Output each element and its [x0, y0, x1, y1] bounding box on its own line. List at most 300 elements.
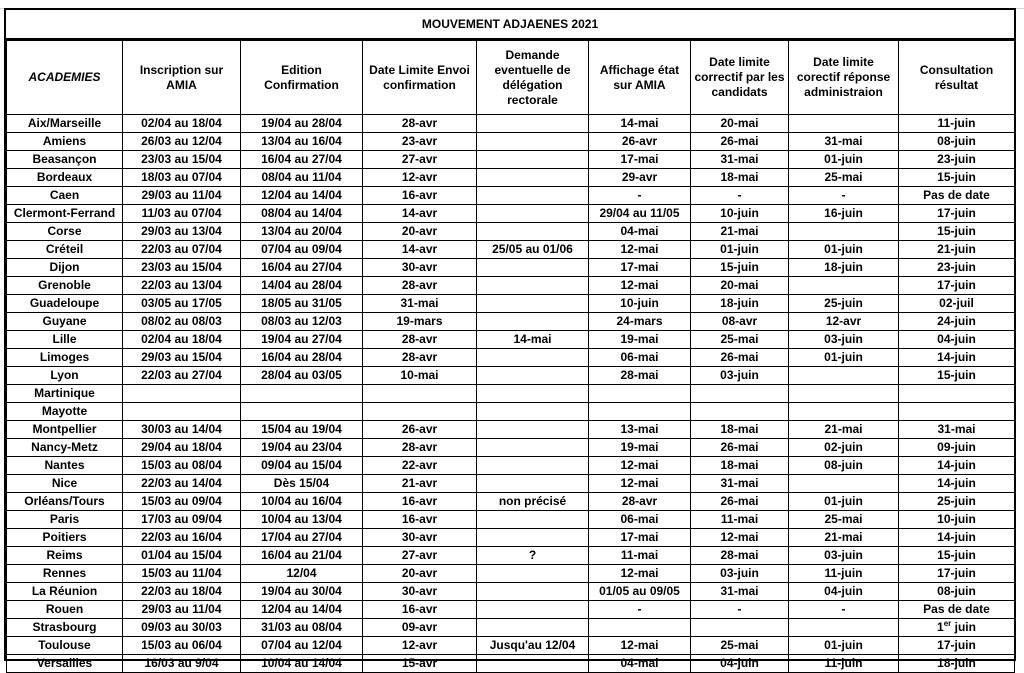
academy-name-cell[interactable]: Limoges: [7, 349, 123, 367]
table-cell[interactable]: [363, 403, 477, 421]
table-cell[interactable]: 23/03 au 15/04: [123, 151, 241, 169]
table-cell[interactable]: [477, 439, 589, 457]
table-cell[interactable]: 14-juin: [899, 529, 1015, 547]
table-cell[interactable]: 16-avr: [363, 493, 477, 511]
table-cell[interactable]: 28-avr: [363, 439, 477, 457]
table-cell[interactable]: [477, 313, 589, 331]
table-cell[interactable]: 18/05 au 31/05: [241, 295, 363, 313]
table-cell[interactable]: 12/04 au 14/04: [241, 187, 363, 205]
table-cell[interactable]: 15/03 au 06/04: [123, 637, 241, 655]
table-cell[interactable]: 17-mai: [589, 259, 691, 277]
table-cell[interactable]: 26-mai: [691, 133, 789, 151]
table-cell[interactable]: 31-mai: [691, 151, 789, 169]
table-cell[interactable]: 20-mai: [691, 277, 789, 295]
table-cell[interactable]: 25-mai: [789, 169, 899, 187]
table-cell[interactable]: 10-juin: [691, 205, 789, 223]
academy-name-cell[interactable]: Rouen: [7, 601, 123, 619]
table-cell[interactable]: 30/03 au 14/04: [123, 421, 241, 439]
table-cell[interactable]: 15-juin: [899, 169, 1015, 187]
table-cell[interactable]: 22/03 au 13/04: [123, 277, 241, 295]
table-cell[interactable]: 19-mai: [589, 439, 691, 457]
table-cell[interactable]: 31-mai: [363, 295, 477, 313]
table-cell[interactable]: 12-mai: [589, 241, 691, 259]
table-cell[interactable]: 24-mars: [589, 313, 691, 331]
table-cell[interactable]: [123, 403, 241, 421]
table-cell[interactable]: 04-juin: [789, 583, 899, 601]
table-cell[interactable]: 11-juin: [789, 655, 899, 673]
table-cell[interactable]: 25-juin: [789, 295, 899, 313]
table-cell[interactable]: 16/04 au 21/04: [241, 547, 363, 565]
table-cell[interactable]: 26-mai: [691, 349, 789, 367]
table-cell[interactable]: 07/04 au 12/04: [241, 637, 363, 655]
table-cell[interactable]: 15/03 au 08/04: [123, 457, 241, 475]
table-cell[interactable]: 25-mai: [789, 511, 899, 529]
academy-name-cell[interactable]: Martinique: [7, 385, 123, 403]
header-date-limite-envoi: Date Limite Envoi confirmation: [363, 41, 477, 115]
header-affichage: Affichage état sur AMIA: [589, 41, 691, 115]
table-cell[interactable]: 12-mai: [589, 457, 691, 475]
table-cell[interactable]: 28/04 au 03/05: [241, 367, 363, 385]
table-cell[interactable]: 23-juin: [899, 259, 1015, 277]
table-cell[interactable]: 10/04 au 16/04: [241, 493, 363, 511]
table-cell[interactable]: 01-juin: [789, 241, 899, 259]
table-cell[interactable]: [899, 619, 1015, 637]
table-cell[interactable]: 15-juin: [899, 223, 1015, 241]
academy-name-cell[interactable]: Versailles: [7, 655, 123, 673]
table-cell[interactable]: 25-mai: [691, 637, 789, 655]
table-cell[interactable]: 31/03 au 08/04: [241, 619, 363, 637]
table-cell[interactable]: 04-mai: [589, 223, 691, 241]
table-cell[interactable]: 29/04 au 11/05: [589, 205, 691, 223]
table-cell[interactable]: 23/03 au 15/04: [123, 259, 241, 277]
table-cell[interactable]: 17-juin: [899, 205, 1015, 223]
table-cell[interactable]: 22/03 au 27/04: [123, 367, 241, 385]
table-cell[interactable]: 08/04 au 14/04: [241, 205, 363, 223]
table-cell[interactable]: 18-mai: [691, 421, 789, 439]
table-cell[interactable]: 21-avr: [363, 475, 477, 493]
table-cell[interactable]: 11-mai: [589, 547, 691, 565]
academy-name-cell[interactable]: Reims: [7, 547, 123, 565]
table-cell[interactable]: [123, 385, 241, 403]
table-cell[interactable]: 11-juin: [789, 565, 899, 583]
academy-name-cell[interactable]: Corse: [7, 223, 123, 241]
header-row: [7, 41, 1015, 115]
table-row: [7, 601, 1015, 619]
table-cell[interactable]: 10-juin: [899, 511, 1015, 529]
table-cell[interactable]: 19-mai: [589, 331, 691, 349]
table-cell[interactable]: 03-juin: [691, 565, 789, 583]
table-cell[interactable]: [477, 655, 589, 673]
table-cell[interactable]: 19/04 au 27/04: [241, 331, 363, 349]
table-cell[interactable]: 11-juin: [899, 115, 1015, 133]
table-cell[interactable]: 25/05 au 01/06: [477, 241, 589, 259]
table-cell[interactable]: [477, 475, 589, 493]
table-cell[interactable]: 28-mai: [589, 367, 691, 385]
table-cell[interactable]: 03-juin: [691, 367, 789, 385]
table-cell[interactable]: 12-mai: [691, 529, 789, 547]
table-cell[interactable]: -: [589, 601, 691, 619]
table-cell[interactable]: 28-avr: [363, 115, 477, 133]
table-cell[interactable]: 06-mai: [589, 349, 691, 367]
table-cell[interactable]: 26-avr: [589, 133, 691, 151]
table-cell[interactable]: 31-mai: [691, 475, 789, 493]
table-row: [7, 133, 1015, 151]
table-cell[interactable]: 18-juin: [789, 259, 899, 277]
academy-name-cell[interactable]: Grenoble: [7, 277, 123, 295]
academy-name-cell[interactable]: Nantes: [7, 457, 123, 475]
table-cell[interactable]: 08/03 au 12/03: [241, 313, 363, 331]
table-cell[interactable]: 16-avr: [363, 187, 477, 205]
table-cell[interactable]: [477, 295, 589, 313]
table-cell[interactable]: -: [789, 601, 899, 619]
academy-name-cell[interactable]: Bordeaux: [7, 169, 123, 187]
table-cell[interactable]: 12-mai: [589, 637, 691, 655]
table-cell[interactable]: [477, 187, 589, 205]
table-cell[interactable]: 25-juin: [899, 493, 1015, 511]
table-cell[interactable]: [477, 349, 589, 367]
academy-name-cell[interactable]: Toulouse: [7, 637, 123, 655]
table-cell[interactable]: 12/04 au 14/04: [241, 601, 363, 619]
academy-name-cell[interactable]: Créteil: [7, 241, 123, 259]
table-cell[interactable]: 19/04 au 28/04: [241, 115, 363, 133]
table-cell[interactable]: Pas de date: [899, 601, 1015, 619]
table-cell[interactable]: 09/04 au 15/04: [241, 457, 363, 475]
table-cell[interactable]: 28-avr: [363, 349, 477, 367]
table-cell[interactable]: 08/04 au 11/04: [241, 169, 363, 187]
table-cell[interactable]: 12-avr: [363, 169, 477, 187]
table-cell[interactable]: 22-avr: [363, 457, 477, 475]
table-cell[interactable]: [477, 583, 589, 601]
academy-name-cell[interactable]: Strasbourg: [7, 619, 123, 637]
table-cell[interactable]: 21-juin: [899, 241, 1015, 259]
table-cell[interactable]: 30-avr: [363, 529, 477, 547]
academy-name-cell[interactable]: Dijon: [7, 259, 123, 277]
table-cell[interactable]: 20-mai: [691, 115, 789, 133]
table-cell[interactable]: 16-avr: [363, 511, 477, 529]
header-inscription: Inscription sur AMIA: [123, 41, 241, 115]
table-cell[interactable]: [477, 223, 589, 241]
table-cell[interactable]: [589, 619, 691, 637]
header-correctif-candidats: Date limite correctif par les candidats: [691, 41, 789, 115]
table-cell[interactable]: [363, 385, 477, 403]
table-cell[interactable]: Dès 15/04: [241, 475, 363, 493]
table-cell[interactable]: non précisé: [477, 493, 589, 511]
table-cell[interactable]: 11-mai: [691, 511, 789, 529]
table-row: [7, 583, 1015, 601]
table-cell[interactable]: 28-mai: [691, 547, 789, 565]
table-cell[interactable]: 22/03 au 07/04: [123, 241, 241, 259]
table-cell[interactable]: 12-mai: [589, 475, 691, 493]
table-cell[interactable]: 22/03 au 14/04: [123, 475, 241, 493]
academy-name-cell[interactable]: Amiens: [7, 133, 123, 151]
table-cell[interactable]: 30-avr: [363, 583, 477, 601]
academy-name-cell[interactable]: Caen: [7, 187, 123, 205]
table-cell[interactable]: 19/04 au 23/04: [241, 439, 363, 457]
table-cell[interactable]: 12-mai: [589, 565, 691, 583]
table-cell[interactable]: 19/04 au 30/04: [241, 583, 363, 601]
table-cell[interactable]: 15-avr: [363, 655, 477, 673]
table-cell[interactable]: 03/05 au 17/05: [123, 295, 241, 313]
academy-name-cell[interactable]: Mayotte: [7, 403, 123, 421]
table-cell[interactable]: 29/04 au 18/04: [123, 439, 241, 457]
table-cell[interactable]: 10-mai: [363, 367, 477, 385]
table-cell[interactable]: 17/03 au 09/04: [123, 511, 241, 529]
table-cell[interactable]: 15/04 au 19/04: [241, 421, 363, 439]
academy-name-cell[interactable]: Beasançon: [7, 151, 123, 169]
table-cell[interactable]: 18-mai: [691, 457, 789, 475]
table-cell[interactable]: [691, 403, 789, 421]
table-cell[interactable]: [477, 151, 589, 169]
table-cell[interactable]: 23-juin: [899, 151, 1015, 169]
table-cell[interactable]: 29/03 au 13/04: [123, 223, 241, 241]
table-cell[interactable]: 01-juin: [789, 493, 899, 511]
table-cell[interactable]: 17-mai: [589, 151, 691, 169]
table-row: [7, 223, 1015, 241]
academy-name-cell[interactable]: Clermont-Ferrand: [7, 205, 123, 223]
table-cell[interactable]: 10/04 au 14/04: [241, 655, 363, 673]
table-cell[interactable]: [789, 367, 899, 385]
table-row: [7, 367, 1015, 385]
table-cell[interactable]: 21-mai: [691, 223, 789, 241]
table-row: [7, 151, 1015, 169]
table-cell[interactable]: -: [691, 187, 789, 205]
table-cell[interactable]: 16/04 au 27/04: [241, 151, 363, 169]
academy-name-cell[interactable]: Orléans/Tours: [7, 493, 123, 511]
table-cell[interactable]: 20-avr: [363, 565, 477, 583]
table-cell[interactable]: 04-juin: [899, 331, 1015, 349]
table-cell[interactable]: 02-juin: [789, 439, 899, 457]
table-cell[interactable]: 31-mai: [691, 583, 789, 601]
academy-name-cell[interactable]: Rennes: [7, 565, 123, 583]
table-cell[interactable]: Pas de date: [899, 187, 1015, 205]
table-cell[interactable]: 29/03 au 11/04: [123, 601, 241, 619]
table-cell[interactable]: 13/04 au 20/04: [241, 223, 363, 241]
table-cell[interactable]: 17/04 au 27/04: [241, 529, 363, 547]
table-cell[interactable]: [477, 511, 589, 529]
table-cell[interactable]: [477, 457, 589, 475]
table-cell[interactable]: 12-avr: [789, 313, 899, 331]
table-row: [7, 511, 1015, 529]
academy-name-cell[interactable]: Lyon: [7, 367, 123, 385]
table-cell[interactable]: 15-juin: [899, 367, 1015, 385]
table-cell[interactable]: [477, 421, 589, 439]
table-cell[interactable]: 30-avr: [363, 259, 477, 277]
table-cell[interactable]: 02/04 au 18/04: [123, 331, 241, 349]
table-cell[interactable]: 08-juin: [899, 133, 1015, 151]
table-cell[interactable]: [789, 277, 899, 295]
table-cell[interactable]: 08-juin: [789, 457, 899, 475]
table-cell[interactable]: [789, 223, 899, 241]
table-cell[interactable]: 26-mai: [691, 439, 789, 457]
table-cell[interactable]: 22/03 au 18/04: [123, 583, 241, 601]
table-cell[interactable]: 29/03 au 11/04: [123, 187, 241, 205]
table-cell[interactable]: 16/03 au 9/04: [123, 655, 241, 673]
table-cell[interactable]: 01-juin: [789, 151, 899, 169]
table-cell[interactable]: 09/03 au 30/03: [123, 619, 241, 637]
table-cell[interactable]: 27-avr: [363, 547, 477, 565]
table-cell[interactable]: 15-juin: [691, 259, 789, 277]
table-cell[interactable]: [477, 205, 589, 223]
table-cell[interactable]: 09-juin: [899, 439, 1015, 457]
table-cell[interactable]: 22/03 au 16/04: [123, 529, 241, 547]
table-cell[interactable]: 14-avr: [363, 205, 477, 223]
table-cell[interactable]: 14-mai: [477, 331, 589, 349]
table-cell[interactable]: 17-mai: [589, 529, 691, 547]
table-cell[interactable]: 04-juin: [691, 655, 789, 673]
academy-name-cell[interactable]: La Réunion: [7, 583, 123, 601]
table-row: [7, 529, 1015, 547]
table-cell[interactable]: [477, 385, 589, 403]
table-cell[interactable]: [899, 403, 1015, 421]
table-cell[interactable]: 16-juin: [789, 205, 899, 223]
table-cell[interactable]: 31-mai: [789, 133, 899, 151]
table-cell[interactable]: [477, 565, 589, 583]
table-cell[interactable]: 15-juin: [899, 547, 1015, 565]
spreadsheet-table: [4, 8, 1016, 670]
table-row: [7, 655, 1015, 673]
table-cell[interactable]: [789, 385, 899, 403]
academy-name-cell[interactable]: Guyane: [7, 313, 123, 331]
table-cell[interactable]: 01-juin: [789, 637, 899, 655]
table-row: [7, 421, 1015, 439]
table-cell[interactable]: 20-avr: [363, 223, 477, 241]
table-cell[interactable]: 31-mai: [899, 421, 1015, 439]
table-cell[interactable]: 14-juin: [899, 349, 1015, 367]
table-cell[interactable]: 25-mai: [691, 331, 789, 349]
table-cell[interactable]: 21-mai: [789, 529, 899, 547]
table-cell[interactable]: [477, 403, 589, 421]
table-cell[interactable]: 19-mars: [363, 313, 477, 331]
table-cell[interactable]: 07/04 au 09/04: [241, 241, 363, 259]
table-cell[interactable]: 16-avr: [363, 601, 477, 619]
table-cell[interactable]: -: [589, 187, 691, 205]
table-cell[interactable]: [789, 475, 899, 493]
table-cell[interactable]: 26-avr: [363, 421, 477, 439]
table-cell[interactable]: [477, 529, 589, 547]
table-cell[interactable]: 21-mai: [789, 421, 899, 439]
table-cell[interactable]: [477, 277, 589, 295]
table-cell[interactable]: [477, 169, 589, 187]
table-cell[interactable]: 16/04 au 28/04: [241, 349, 363, 367]
table-cell[interactable]: 14-juin: [899, 457, 1015, 475]
academy-name-cell[interactable]: Guadeloupe: [7, 295, 123, 313]
table-cell[interactable]: 16/04 au 27/04: [241, 259, 363, 277]
table-cell[interactable]: 01-juin: [691, 241, 789, 259]
table-cell[interactable]: 02-juil: [899, 295, 1015, 313]
table-cell[interactable]: 17-juin: [899, 637, 1015, 655]
table-cell[interactable]: 18-juin: [691, 295, 789, 313]
table-cell[interactable]: 10-juin: [589, 295, 691, 313]
header-correctif-administration: Date limite corectif réponse administraion: [789, 41, 899, 115]
table-cell[interactable]: 26-mai: [691, 493, 789, 511]
table-cell[interactable]: 18-mai: [691, 169, 789, 187]
table-cell[interactable]: [691, 385, 789, 403]
table-cell[interactable]: 17-juin: [899, 565, 1015, 583]
table-cell[interactable]: [789, 403, 899, 421]
table-cell[interactable]: 14-juin: [899, 475, 1015, 493]
table-cell[interactable]: 13-mai: [589, 421, 691, 439]
table-row: [7, 205, 1015, 223]
table-cell[interactable]: 01/05 au 09/05: [589, 583, 691, 601]
table-cell[interactable]: 08-avr: [691, 313, 789, 331]
academy-name-cell[interactable]: Nice: [7, 475, 123, 493]
table-cell[interactable]: 24-juin: [899, 313, 1015, 331]
table-cell[interactable]: 28-avr: [363, 277, 477, 295]
table-cell[interactable]: 03-juin: [789, 331, 899, 349]
table-cell[interactable]: [789, 115, 899, 133]
table-cell[interactable]: 06-mai: [589, 511, 691, 529]
table-cell[interactable]: 02/04 au 18/04: [123, 115, 241, 133]
academy-name-cell[interactable]: Aix/Marseille: [7, 115, 123, 133]
table-cell[interactable]: 23-avr: [363, 133, 477, 151]
academy-name-cell[interactable]: Nancy-Metz: [7, 439, 123, 457]
table-cell[interactable]: -: [691, 601, 789, 619]
academy-name-cell[interactable]: Montpellier: [7, 421, 123, 439]
academy-name-cell[interactable]: Lille: [7, 331, 123, 349]
table-cell[interactable]: 13/04 au 16/04: [241, 133, 363, 151]
table-cell[interactable]: 03-juin: [789, 547, 899, 565]
table-cell[interactable]: 28-avr: [363, 331, 477, 349]
table-row: [7, 115, 1015, 133]
table-cell[interactable]: 12-mai: [589, 277, 691, 295]
table-cell[interactable]: 26/03 au 12/04: [123, 133, 241, 151]
table-cell[interactable]: [477, 367, 589, 385]
table-cell[interactable]: 27-avr: [363, 151, 477, 169]
table-cell[interactable]: [241, 385, 363, 403]
table-cell[interactable]: -: [789, 187, 899, 205]
table-cell[interactable]: 04-mai: [589, 655, 691, 673]
table-row: [7, 475, 1015, 493]
table-cell[interactable]: [477, 601, 589, 619]
table-cell[interactable]: 28-avr: [589, 493, 691, 511]
table-cell[interactable]: [477, 115, 589, 133]
table-cell[interactable]: 10/04 au 13/04: [241, 511, 363, 529]
table-cell[interactable]: 08-juin: [899, 583, 1015, 601]
table-cell[interactable]: [789, 619, 899, 637]
table-cell[interactable]: 09-avr: [363, 619, 477, 637]
table-cell[interactable]: 01-juin: [789, 349, 899, 367]
table-cell[interactable]: [589, 403, 691, 421]
table-cell[interactable]: 11/03 au 07/04: [123, 205, 241, 223]
table-cell[interactable]: [241, 403, 363, 421]
table-cell[interactable]: 18-juin: [899, 655, 1015, 673]
table-cell[interactable]: 29/03 au 15/04: [123, 349, 241, 367]
table-cell[interactable]: [477, 133, 589, 151]
table-cell[interactable]: 08/02 au 08/03: [123, 313, 241, 331]
table-cell[interactable]: 15/03 au 09/04: [123, 493, 241, 511]
table-cell[interactable]: 01/04 au 15/04: [123, 547, 241, 565]
table-cell[interactable]: 15/03 au 11/04: [123, 565, 241, 583]
table-cell[interactable]: [899, 385, 1015, 403]
table-cell[interactable]: 14-mai: [589, 115, 691, 133]
table-cell[interactable]: ?: [477, 547, 589, 565]
table-cell[interactable]: 29-avr: [589, 169, 691, 187]
table-cell[interactable]: [691, 619, 789, 637]
table-row: [7, 457, 1015, 475]
table-cell[interactable]: 14-avr: [363, 241, 477, 259]
table-cell[interactable]: [477, 259, 589, 277]
table-cell[interactable]: 14/04 au 28/04: [241, 277, 363, 295]
academy-name-cell[interactable]: Poitiers: [7, 529, 123, 547]
table-cell[interactable]: 17-juin: [899, 277, 1015, 295]
table-cell[interactable]: 12-avr: [363, 637, 477, 655]
table-cell[interactable]: Jusqu'au 12/04: [477, 637, 589, 655]
table-cell[interactable]: [589, 385, 691, 403]
table-cell[interactable]: [477, 619, 589, 637]
table-cell[interactable]: 18/03 au 07/04: [123, 169, 241, 187]
table-cell[interactable]: 12/04: [241, 565, 363, 583]
academy-name-cell[interactable]: Paris: [7, 511, 123, 529]
